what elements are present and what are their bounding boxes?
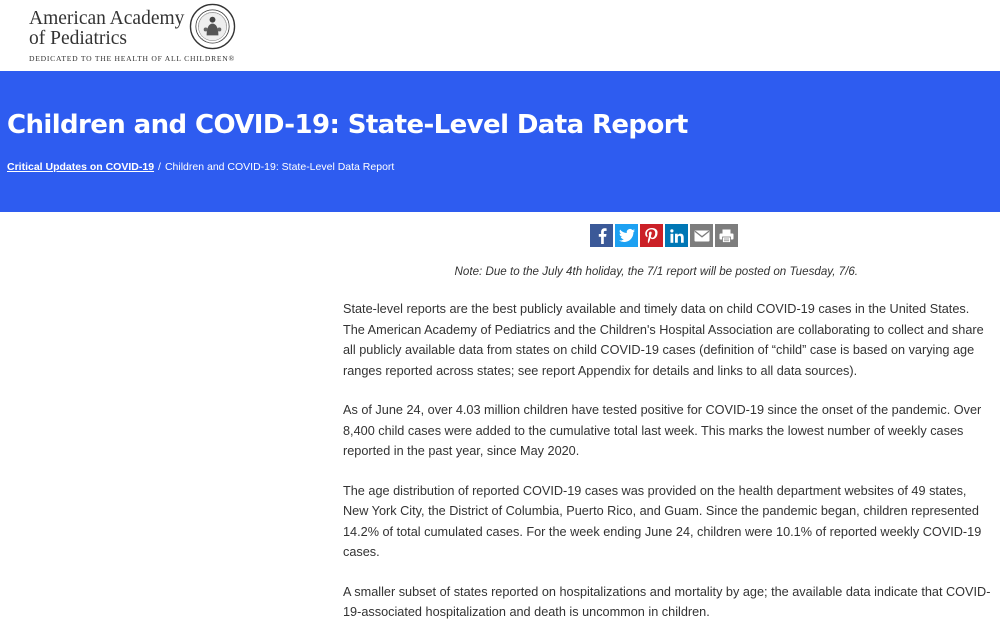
twitter-icon <box>619 229 635 242</box>
share-print-button[interactable] <box>715 224 738 247</box>
share-email-button[interactable] <box>690 224 713 247</box>
article-paragraph-hospitalization: A smaller subset of states reported on hospitalizations and mortality by age; the available data indicate that COVID-19-associated hospitalization and death is uncommon in children. <box>343 584 991 619</box>
article-paragraph-cases: As of June 24, over 4.03 million children have tested positive for COVID-19 since the onset of the pandemic. Over 8,400 child cases were added to the cumulative total last week. This marks the lowest number of weekly cases reported in the past year, since May 2020. <box>343 403 982 458</box>
logo-tagline: DEDICATED TO THE HEALTH OF ALL CHILDREN® <box>29 54 236 63</box>
logo-org-name-line1: American Academy <box>29 8 185 29</box>
share-twitter-button[interactable] <box>615 224 638 247</box>
page-title: Children and COVID-19: State-Level Data Report <box>7 110 688 140</box>
breadcrumb-separator: / <box>158 161 161 173</box>
article-paragraph-age-distribution: The age distribution of reported COVID-19 cases was provided on the health department websites of 49 states, New York City, the District of Columbia, Puerto Rico, and Guam. Since the pandemic began, children represented 14.2% of total cumulated cases. For the week ending June 24, children were 10.1% of reported weekly COVID-19 cases. <box>343 483 982 559</box>
aap-logo-link[interactable] <box>29 3 244 67</box>
breadcrumb <box>7 161 394 173</box>
share-pinterest-button[interactable] <box>640 224 663 247</box>
pinterest-icon <box>645 228 658 244</box>
share-linkedin-button[interactable] <box>665 224 688 247</box>
breadcrumb-link-critical-updates[interactable]: Critical Updates on COVID-19 <box>7 161 155 173</box>
linkedin-icon <box>670 229 684 243</box>
share-toolbar <box>590 224 738 247</box>
logo-org-name-line2: of Pediatrics <box>29 28 128 49</box>
facebook-icon <box>596 228 608 244</box>
breadcrumb-current: Children and COVID-19: State-Level Data Report <box>164 161 395 173</box>
article-paragraph-intro: State-level reports are the best publicly available and timely data on child COVID-19 cases in the United States. The American Academy of Pediatrics and the Children's Hospital Association are collaborating to collect and share all publicly available data from states on child COVID-19 cases (definition of “child” case is based on varying age ranges reported across states; see report Appendix for details and links to all data sources). <box>343 302 984 378</box>
holiday-note: Note: Due to the July 4th holiday, the 7/1 report will be posted on Tuesday, 7/6. <box>454 265 858 278</box>
aap-seal-icon <box>189 3 236 50</box>
share-facebook-button[interactable] <box>590 224 613 247</box>
page-hero-banner <box>0 71 1000 212</box>
email-icon <box>694 230 710 242</box>
print-icon <box>719 229 734 243</box>
article-body <box>343 264 993 642</box>
site-header <box>0 0 1000 71</box>
